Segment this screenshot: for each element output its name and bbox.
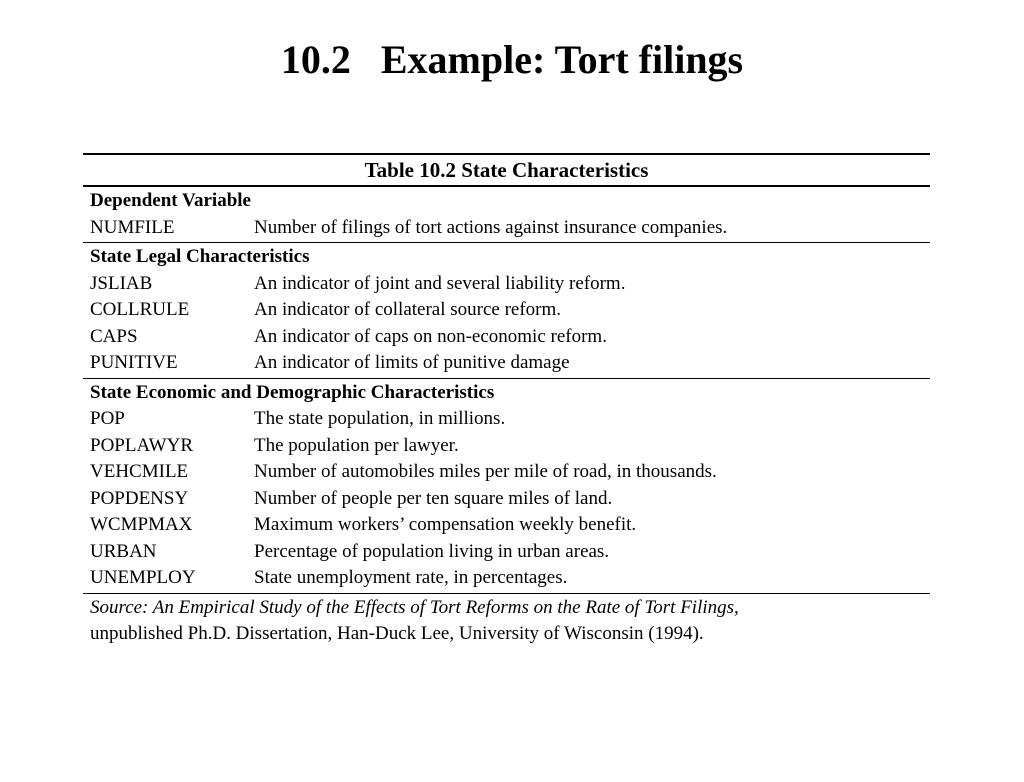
variable-name: JSLIAB <box>90 272 153 294</box>
table-section <box>83 379 930 593</box>
title-text: Example: Tort filings <box>380 37 744 82</box>
variable-description: The state population, in millions. <box>254 408 506 429</box>
table-row <box>83 565 930 592</box>
table-section <box>83 187 930 242</box>
variable-description: Maximum workers’ compensation weekly benefit. <box>254 514 637 535</box>
table-caption: Table 10.2 State Characteristics <box>364 158 649 182</box>
variable-description: An indicator of joint and several liability reform. <box>254 272 626 294</box>
variable-name: PUNITIVE <box>90 352 178 373</box>
table-row <box>83 350 930 377</box>
variable-description: The population per lawyer. <box>254 434 459 456</box>
variable-name: POP <box>90 408 125 429</box>
table-source <box>83 594 930 648</box>
source-citation: Source: An Empirical Study of the Effects of Tort Reforms on the Rate of Tort Filings, <box>90 596 739 618</box>
table-body <box>83 187 930 594</box>
variable-description: An indicator of caps on non-economic reform. <box>254 325 607 347</box>
variable-description: Number of people per ten square miles of land. <box>254 487 613 509</box>
variable-description: An indicator of limits of punitive damage <box>254 352 570 373</box>
variable-name: UNEMPLOY <box>90 567 196 588</box>
source-details: unpublished Ph.D. Dissertation, Han-Duck Lee, University of Wisconsin (1994). <box>90 623 704 644</box>
table-row <box>83 215 930 242</box>
table-row <box>83 297 930 324</box>
table-row <box>83 539 930 566</box>
variable-name: URBAN <box>90 540 157 562</box>
variable-name: VEHCMILE <box>90 461 189 482</box>
table-row <box>83 433 930 460</box>
table-row <box>83 406 930 433</box>
table-row <box>83 459 930 486</box>
variable-description: Percentage of population living in urban areas. <box>254 540 610 562</box>
variable-name: POPLAWYR <box>90 434 193 456</box>
table-row <box>83 486 930 513</box>
section-number: 10.2 <box>280 37 351 82</box>
variable-description: An indicator of collateral source reform. <box>254 299 562 320</box>
variable-name: POPDENSY <box>90 487 189 509</box>
variable-name: CAPS <box>90 325 138 347</box>
table-row <box>83 271 930 298</box>
variable-description: State unemployment rate, in percentages. <box>254 567 568 588</box>
section-heading: State Economic and Demographic Characteristics <box>90 381 495 403</box>
variable-name: NUMFILE <box>90 216 175 238</box>
variable-description: Number of automobiles miles per mile of road, in thousands. <box>254 461 717 482</box>
table-section <box>83 243 930 378</box>
variable-description: Number of filings of tort actions against insurance companies. <box>254 216 728 238</box>
variable-name: COLLRULE <box>90 299 190 320</box>
slide-title <box>0 34 1024 86</box>
state-characteristics-table <box>83 153 930 648</box>
table-row <box>83 512 930 539</box>
variable-name: WCMPMAX <box>90 514 193 535</box>
table-row <box>83 324 930 351</box>
section-heading: Dependent Variable <box>90 190 251 211</box>
section-heading: State Legal Characteristics <box>90 246 310 267</box>
